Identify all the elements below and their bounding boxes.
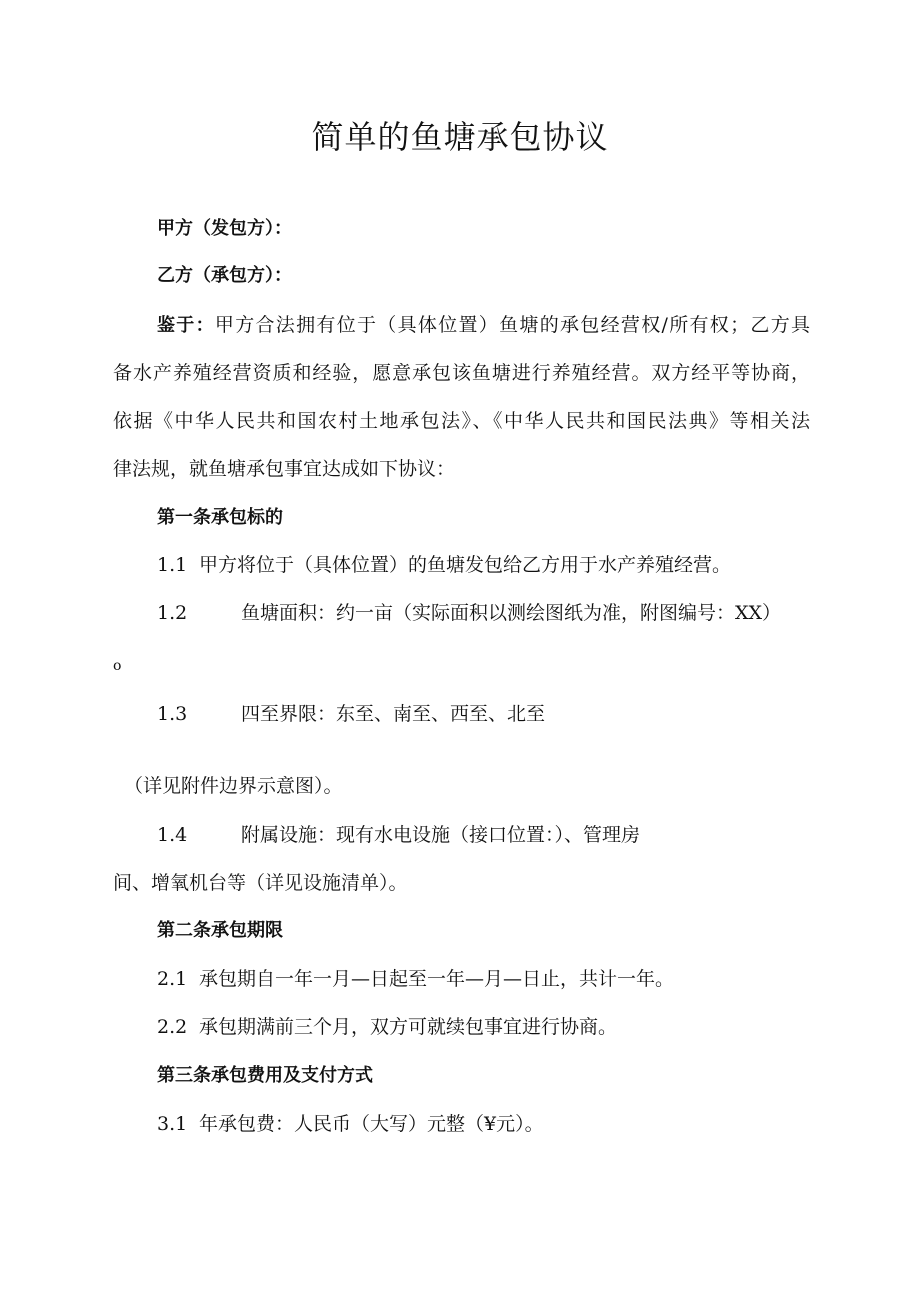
clause-3-1-text: 年承包费：人民币（大写）元整（¥元）。 (199, 1113, 544, 1135)
clause-1-2-text: 鱼塘面积：约一亩（实际面积以测绘图纸为准，附图编号：XX） (241, 602, 782, 624)
party-b-line: 乙方（承包方）： (157, 265, 292, 286)
whereas-text-1: 甲方合法拥有位于（具体位置）鱼塘的承包经营权/所有权；乙方具 (214, 314, 811, 336)
clause-1-2-tail: o (113, 658, 122, 674)
clause-2-2-text: 承包期满前三个月，双方可就续包事宜进行协商。 (199, 1016, 618, 1038)
document-title: 简单的鱼塘承包协议 (311, 118, 609, 156)
whereas-line-1 (157, 313, 810, 338)
clause-1-3 (157, 702, 545, 726)
clause-3-1 (157, 1112, 544, 1136)
article-3-heading: 第三条承包费用及支付方式 (157, 1065, 373, 1086)
clause-1-4-text: 附属设施：现有水电设施（接口位置：）、管理房 (241, 824, 641, 846)
clause-1-2-number: 1.2 (157, 602, 188, 624)
clause-2-1-text: 承包期自一年一月—日起至一年—月—日止，共计一年。 (199, 968, 675, 990)
clause-3-1-number: 3.1 (157, 1113, 188, 1135)
clause-1-1 (157, 553, 731, 577)
article-1-heading: 第一条承包标的 (157, 507, 283, 528)
party-a-line: 甲方（发包方）： (157, 218, 292, 239)
clause-1-2 (157, 601, 781, 625)
whereas-line-2: 备水产养殖经营资质和经验，愿意承包该鱼塘进行养殖经营。双方经平等协商， (113, 362, 810, 384)
clause-1-4-number: 1.4 (157, 824, 188, 846)
clause-2-1 (157, 967, 674, 991)
article-2-heading: 第二条承包期限 (157, 920, 283, 941)
clause-1-3-number: 1.3 (157, 703, 188, 725)
clause-1-3-tail: （详见附件边界示意图）。 (124, 775, 343, 797)
clause-1-3-text: 四至界限：东至、南至、西至、北至 (241, 703, 546, 725)
clause-1-1-text: 甲方将位于（具体位置）的鱼塘发包给乙方用于水产养殖经营。 (199, 554, 732, 576)
whereas-line-3: 依据《中华人民共和国农村土地承包法》、《中华人民共和国民法典》等相关法 (113, 410, 810, 432)
clause-1-1-number: 1.1 (157, 554, 188, 576)
clause-1-4 (157, 823, 640, 847)
clause-2-2-number: 2.2 (157, 1016, 188, 1038)
clause-1-4-tail: 间、增氧机台等（详见设施清单）。 (113, 872, 408, 894)
whereas-line-4: 律法规，就鱼塘承包事宜达成如下协议： (113, 458, 456, 480)
clause-2-1-number: 2.1 (157, 968, 188, 990)
whereas-label: 鉴于： (157, 315, 215, 336)
clause-2-2 (157, 1015, 617, 1039)
